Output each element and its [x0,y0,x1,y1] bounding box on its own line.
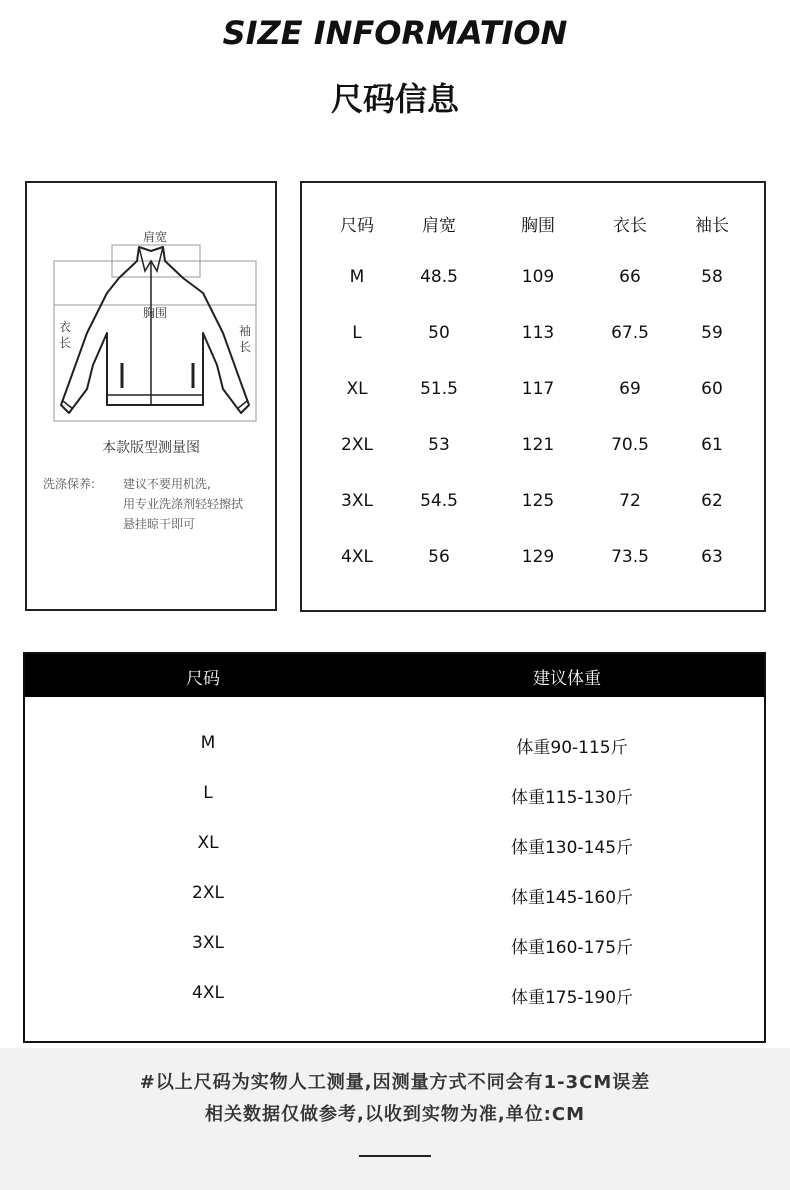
size-header-cell: 胸围 [521,216,555,236]
size-table-cell: 129 [521,547,555,567]
weight-table-value: 体重160-175斤 [510,938,634,958]
size-table-cell: 50 [428,323,450,343]
size-table-cell: 60 [701,379,723,399]
size-table-cell: 70.5 [611,435,649,455]
size-table-cell: M [349,267,365,287]
weight-table-value: 体重145-160斤 [510,888,634,908]
size-table-cell: 73.5 [611,547,649,567]
label-sleeve-2: 长 [238,340,252,354]
care-line: 用专业洗涤剂轻轻擦拭 [123,497,244,511]
weight-table-size: 4XL [192,983,224,1003]
label-sleeve-1: 袖 [238,324,252,338]
weight-table-size: 2XL [192,883,224,903]
weight-recommendation-table [23,652,766,1043]
size-table-cell: 54.5 [420,491,458,511]
size-table-cell: 56 [428,547,450,567]
size-header-cell: 尺码 [340,216,374,236]
weight-header-weight: 建议体重 [533,669,601,689]
weight-table-value: 体重130-145斤 [510,838,634,858]
jacket-measurement-icon [27,183,275,433]
size-header-cell: 袖长 [695,216,729,236]
size-table-cell: 69 [619,379,641,399]
weight-table-size: L [203,783,213,803]
weight-table-header [25,654,764,697]
size-header-cell: 衣长 [613,216,647,236]
measurement-notes [0,1048,790,1190]
label-length-2: 长 [58,336,72,350]
size-table-cell: 2XL [341,435,373,455]
label-chest: 胸围 [142,306,168,320]
size-table-cell: L [352,323,362,343]
size-table-cell: 125 [521,491,555,511]
care-label: 洗涤保养: [43,477,96,491]
note-line-1: #以上尺码为实物人工测量,因测量方式不同会有1-3CM误差 [139,1072,651,1093]
weight-header-size: 尺码 [186,669,220,689]
size-table-cell: 4XL [341,547,373,567]
size-table-cell: 63 [701,547,723,567]
weight-table-value: 体重115-130斤 [510,788,634,808]
size-table-cell: 53 [428,435,450,455]
size-table-cell: 61 [701,435,723,455]
measurement-diagram-panel [25,181,277,611]
weight-table-value: 体重90-115斤 [516,738,628,758]
size-table-cell: 67.5 [611,323,649,343]
size-table-cell: 62 [701,491,723,511]
size-table-cell: 121 [521,435,555,455]
divider [359,1155,431,1157]
size-table-cell: 66 [619,267,641,287]
size-header-cell: 肩宽 [422,216,456,236]
size-table-cell: 51.5 [420,379,458,399]
title-english: SIZE INFORMATION [222,14,568,52]
size-table-cell: 72 [619,491,641,511]
size-table-cell: 117 [521,379,555,399]
label-shoulder: 肩宽 [142,230,168,244]
size-table-cell: 58 [701,267,723,287]
weight-table-size: 3XL [192,933,224,953]
weight-table-value: 体重175-190斤 [510,988,634,1008]
size-table-cell: 59 [701,323,723,343]
size-chart-table [300,181,766,612]
weight-table-size: XL [197,833,219,853]
title-chinese: 尺码信息 [330,80,459,118]
note-line-2: 相关数据仅做参考,以收到实物为准,单位:CM [205,1104,585,1125]
care-line: 悬挂晾干即可 [123,517,196,531]
diagram-caption: 本款版型测量图 [102,440,200,456]
weight-table-size: M [200,733,216,753]
label-length-1: 衣 [58,320,72,334]
size-table-cell: XL [346,379,368,399]
size-table-cell: 3XL [341,491,373,511]
size-table-cell: 113 [521,323,555,343]
care-line: 建议不要用机洗, [123,477,211,491]
size-table-cell: 109 [521,267,555,287]
size-table-cell: 48.5 [420,267,458,287]
